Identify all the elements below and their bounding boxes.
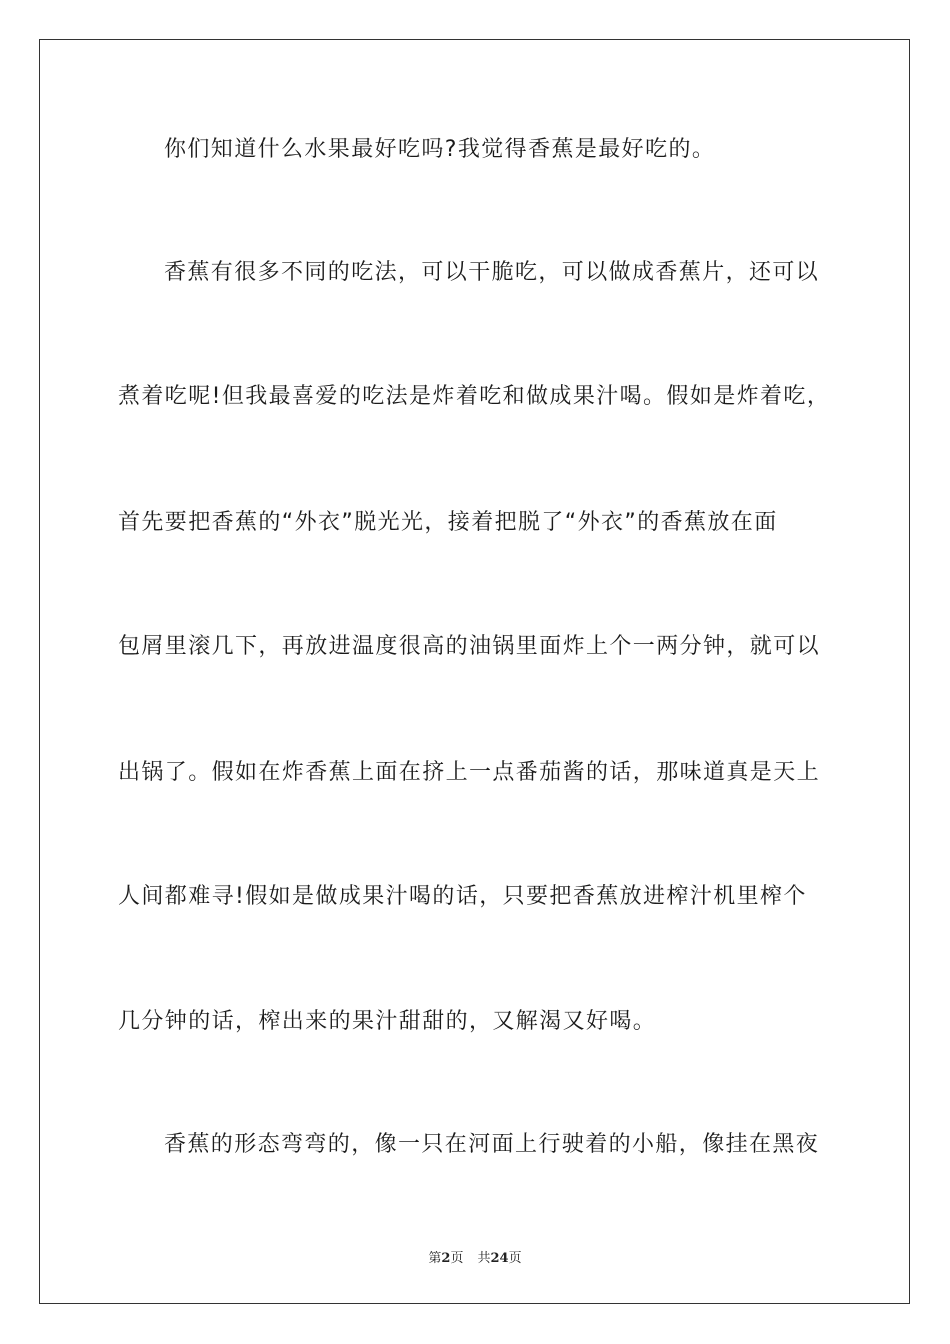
total-prefix: 共 xyxy=(477,1251,491,1266)
total-suffix: 页 xyxy=(508,1251,522,1266)
page-suffix: 页 xyxy=(450,1251,464,1266)
total-pages: 24 xyxy=(490,1251,509,1266)
page-prefix: 第 xyxy=(428,1251,442,1266)
paragraph-line: 人间都难寻!假如是做成果汁喝的话，只要把香蕉放进榨汁机里榨个 xyxy=(118,884,807,909)
paragraph-line: 几分钟的话，榨出来的果汁甜甜的，又解渴又好喝。 xyxy=(118,1009,657,1034)
paragraph-line: 煮着吃呢!但我最喜爱的吃法是炸着吃和做成果汁喝。假如是炸着吃， xyxy=(118,384,831,409)
paragraph-line: 出锅了。假如在炸香蕉上面在挤上一点番茄酱的话，那味道真是天上 xyxy=(118,760,821,785)
paragraph-line: 包屑里滚几下，再放进温度很高的油锅里面炸上个一两分钟，就可以 xyxy=(118,634,821,659)
page-footer xyxy=(0,1247,950,1266)
paragraph-line: 香蕉有很多不同的吃法，可以干脆吃，可以做成香蕉片，还可以 xyxy=(164,260,820,285)
paragraph-line: 香蕉的形态弯弯的，像一只在河面上行驶着的小船，像挂在黑夜 xyxy=(164,1132,820,1157)
page-border xyxy=(39,39,910,1304)
paragraph-line: 首先要把香蕉的“外衣”脱光光，接着把脱了“外衣”的香蕉放在面 xyxy=(118,510,778,535)
page-number: 2 xyxy=(441,1251,451,1266)
paragraph-line: 你们知道什么水果最好吃吗?我觉得香蕉是最好吃的。 xyxy=(164,137,716,162)
